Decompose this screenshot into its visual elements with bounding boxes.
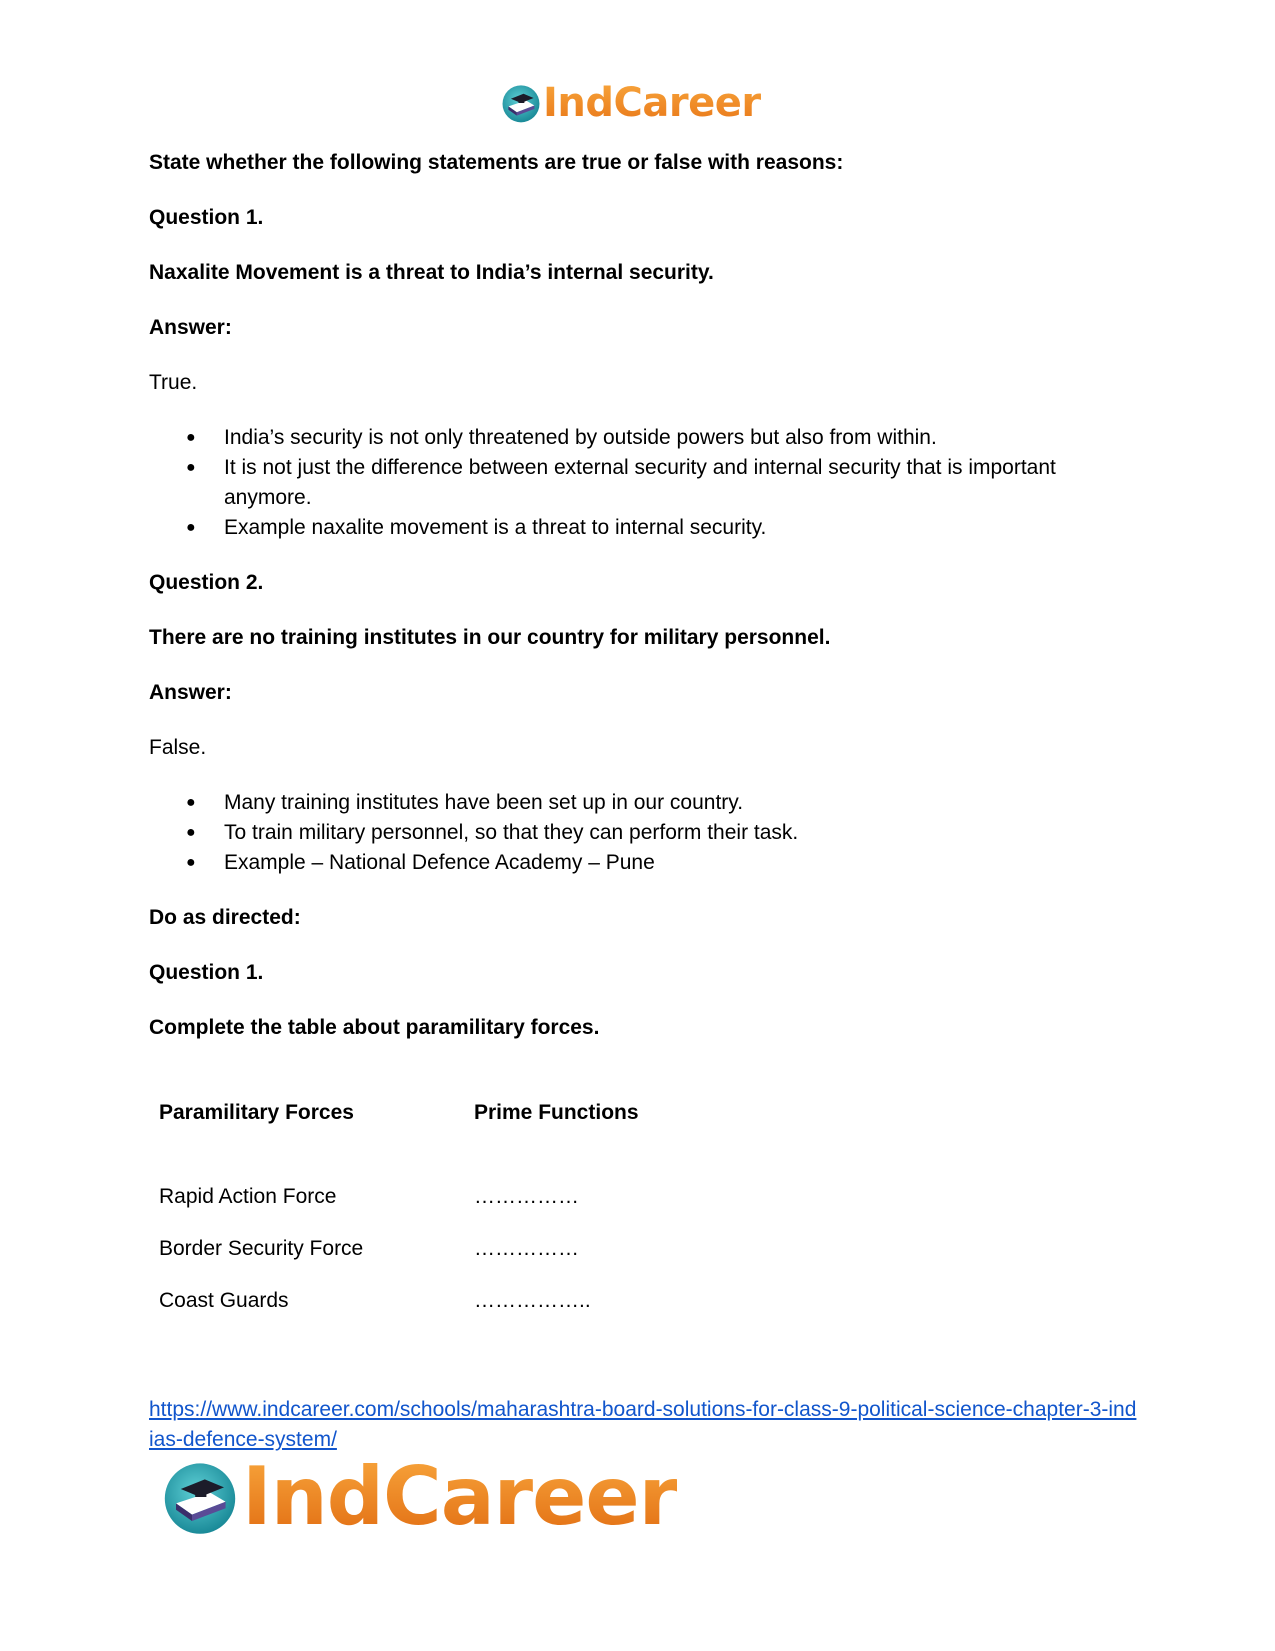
table-cell: …………… bbox=[474, 1237, 579, 1260]
question-statement: Naxalite Movement is a threat to India’s internal security. bbox=[149, 261, 714, 284]
list-item: ● It is not just the difference between external security and internal security that is important anymore. bbox=[224, 453, 1139, 513]
question-statement: There are no training institutes in our country for military personnel. bbox=[149, 626, 831, 649]
graduation-book-icon bbox=[160, 1457, 240, 1537]
list-item: ● India’s security is not only threatened by outside powers but also from within. bbox=[224, 423, 1139, 453]
list-item: ● Many training institutes have been set up in our country. bbox=[224, 788, 1139, 818]
list-item: ● To train military personnel, so that they can perform their task. bbox=[224, 818, 1139, 848]
table-cell: Border Security Force bbox=[159, 1237, 364, 1260]
table-cell: Rapid Action Force bbox=[159, 1185, 337, 1208]
table-row bbox=[149, 1223, 664, 1275]
section-instruction: Do as directed: bbox=[149, 906, 301, 929]
answer-label: Answer: bbox=[149, 316, 232, 339]
table-cell: Coast Guards bbox=[159, 1289, 289, 1312]
table-cell: …………….. bbox=[474, 1289, 591, 1312]
table-cell: …………… bbox=[474, 1185, 579, 1208]
answer-verdict: False. bbox=[149, 736, 207, 759]
logo-wordmark: IndCareer bbox=[543, 80, 761, 126]
answer-points bbox=[149, 788, 1139, 878]
paramilitary-table bbox=[149, 1079, 664, 1327]
logo-wordmark: IndCareer bbox=[242, 1450, 678, 1543]
question-label: Question 2. bbox=[149, 571, 264, 594]
graduation-book-icon bbox=[500, 82, 542, 124]
header-logo bbox=[500, 78, 761, 128]
list-item: ● Example naxalite movement is a threat to internal security. bbox=[224, 513, 1139, 543]
section-instruction: State whether the following statements are true or false with reasons: bbox=[149, 151, 844, 174]
table-header-cell: Paramilitary Forces bbox=[159, 1101, 354, 1124]
answer-label: Answer: bbox=[149, 681, 232, 704]
question-label: Question 1. bbox=[149, 206, 264, 229]
source-link[interactable]: https://www.indcareer.com/schools/maharashtra-board-solutions-for-class-9-political-science-chapter-3-indias-defence-system/ bbox=[149, 1398, 1137, 1451]
answer-points bbox=[149, 423, 1139, 543]
table-header-row bbox=[149, 1079, 664, 1171]
main-content bbox=[149, 148, 1139, 1327]
question-label: Question 1. bbox=[149, 961, 264, 984]
table-row bbox=[149, 1171, 664, 1223]
table-row bbox=[149, 1275, 664, 1327]
footer-logo bbox=[160, 1452, 677, 1542]
question-statement: Complete the table about paramilitary forces. bbox=[149, 1016, 600, 1039]
answer-verdict: True. bbox=[149, 371, 198, 394]
table-header-cell: Prime Functions bbox=[474, 1101, 639, 1124]
list-item: ● Example – National Defence Academy – Pune bbox=[224, 848, 1139, 878]
